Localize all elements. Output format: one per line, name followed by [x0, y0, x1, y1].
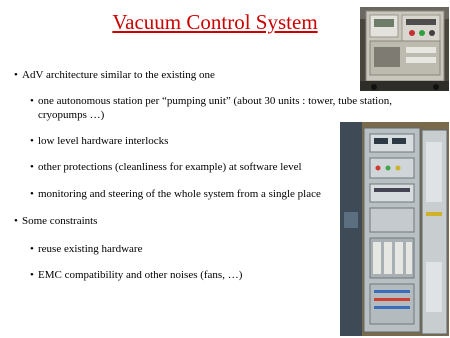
bullet-text: AdV architecture similar to the existing one: [22, 69, 215, 81]
slide-title: Vacuum Control System: [112, 10, 318, 34]
sub-bullet-item: [30, 94, 442, 122]
bullet-icon: •: [30, 269, 34, 281]
bullet-text: EMC compatibility and other noises (fans, …): [38, 269, 243, 281]
bullet-icon: •: [30, 135, 34, 147]
bullet-text: monitoring and steering of the whole system from a single place: [38, 188, 321, 200]
bullet-item: [14, 214, 314, 228]
pumping-station-photo: [360, 7, 449, 91]
bullet-icon: •: [14, 215, 18, 227]
sub-bullet-item: [30, 160, 335, 174]
bullet-icon: •: [14, 69, 18, 81]
sub-bullet-item: [30, 268, 335, 282]
bullet-icon: •: [30, 188, 34, 200]
bullet-text: low level hardware interlocks: [38, 135, 169, 147]
bullet-text: reuse existing hardware: [38, 243, 143, 255]
bullet-icon: •: [30, 161, 34, 173]
bullet-text: one autonomous station per “pumping unit” (about 30 units : tower, tube station, cryopumps …): [38, 95, 392, 121]
bullet-text: Some constraints: [22, 215, 98, 227]
sub-bullet-item: [30, 242, 330, 256]
sub-bullet-item: [30, 187, 340, 201]
bullet-icon: •: [30, 95, 34, 107]
bullet-text: other protections (cleanliness for example) at software level: [38, 161, 302, 173]
bullet-icon: •: [30, 243, 34, 255]
sub-bullet-item: [30, 134, 330, 148]
bullet-item: [14, 68, 344, 82]
control-rack-photo: [340, 122, 449, 336]
